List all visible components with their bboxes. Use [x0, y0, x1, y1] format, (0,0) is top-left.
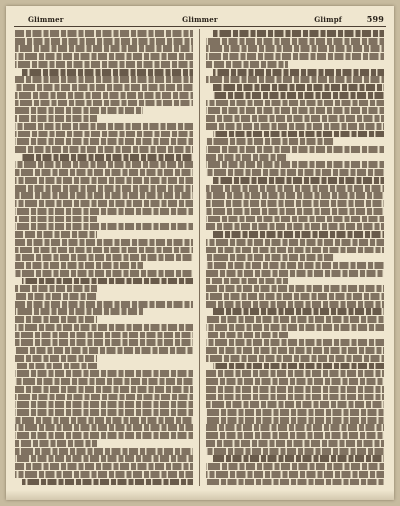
text-line: [213, 84, 384, 91]
running-head-center: Glimmer: [182, 15, 218, 24]
text-line: [15, 61, 193, 68]
text-line: [206, 378, 384, 385]
text-line: [206, 285, 384, 292]
text-line: [206, 254, 334, 261]
text-line: [206, 216, 384, 223]
text-line: [15, 208, 193, 215]
text-line: [206, 270, 384, 277]
text-line: [15, 123, 193, 130]
text-line: [206, 146, 384, 153]
text-line: [15, 100, 193, 107]
text-line: [15, 185, 193, 192]
text-line: [15, 192, 193, 199]
text-line: [206, 370, 384, 377]
text-line: [206, 440, 384, 447]
page-number: 599: [366, 14, 384, 24]
text-line: [15, 53, 193, 60]
text-line: [15, 324, 193, 331]
text-line: [15, 138, 193, 145]
text-line: [206, 115, 384, 122]
text-line: [15, 424, 193, 431]
text-line: [15, 146, 193, 153]
text-line: [22, 479, 193, 486]
text-line: [206, 138, 334, 145]
text-line: [206, 301, 384, 308]
running-head-right: Glimpf: [314, 15, 342, 24]
text-line: [206, 262, 384, 269]
text-line: [15, 471, 193, 478]
text-line: [15, 92, 193, 99]
text-line: [15, 455, 193, 462]
text-line: [15, 161, 193, 168]
dictionary-page: [6, 6, 394, 500]
text-line: [206, 278, 288, 285]
text-line: [15, 169, 193, 176]
text-line: [206, 355, 384, 362]
text-line: [15, 417, 193, 424]
page-header: [14, 13, 386, 25]
text-line: [15, 308, 143, 315]
text-line: [15, 115, 97, 122]
text-line: [15, 107, 143, 114]
text-line: [206, 107, 384, 114]
text-line: [206, 223, 384, 230]
text-line: [15, 355, 97, 362]
text-line: [206, 161, 384, 168]
text-line: [206, 471, 384, 478]
text-line: [15, 316, 97, 323]
text-line: [15, 347, 193, 354]
text-line: [213, 231, 384, 238]
text-column-left: [15, 30, 193, 486]
text-line: [15, 262, 143, 269]
text-line: [206, 247, 384, 254]
text-line: [206, 347, 384, 354]
text-line: [206, 208, 384, 215]
text-line: [15, 440, 97, 447]
text-line: [206, 192, 384, 199]
text-line: [206, 185, 384, 192]
text-line: [206, 339, 384, 346]
text-line: [206, 123, 384, 130]
text-line: [15, 76, 193, 83]
text-line: [15, 131, 193, 138]
text-line: [206, 324, 384, 331]
text-line: [15, 370, 193, 377]
text-line: [206, 417, 384, 424]
text-line: [15, 177, 193, 184]
text-line: [22, 278, 193, 285]
header-rule: [14, 26, 386, 27]
text-line: [206, 100, 384, 107]
text-line: [15, 239, 193, 246]
text-line: [15, 401, 193, 408]
text-line: [206, 154, 288, 161]
text-line: [213, 30, 384, 37]
text-line: [15, 30, 193, 37]
text-line: [15, 386, 193, 393]
text-line: [15, 409, 193, 416]
text-line: [206, 53, 384, 60]
text-line: [22, 154, 193, 161]
text-line: [206, 200, 384, 207]
text-line: [206, 293, 384, 300]
text-line: [15, 394, 193, 401]
running-head-left: Glimmer: [28, 15, 64, 24]
text-line: [206, 239, 384, 246]
text-line: [206, 45, 384, 52]
text-line: [15, 254, 193, 261]
text-line: [15, 223, 193, 230]
text-line: [213, 455, 384, 462]
text-line: [206, 479, 384, 486]
text-line: [15, 293, 97, 300]
text-line: [15, 231, 97, 238]
text-line: [213, 131, 384, 138]
text-line: [206, 424, 384, 431]
text-line: [15, 301, 193, 308]
text-line: [15, 332, 193, 339]
text-line: [206, 76, 384, 83]
text-line: [22, 69, 193, 76]
text-line: [206, 38, 384, 45]
text-line: [15, 216, 97, 223]
text-line: [15, 363, 97, 370]
text-line: [206, 332, 288, 339]
text-line: [213, 177, 384, 184]
text-line: [15, 463, 193, 470]
text-line: [206, 61, 288, 68]
text-line: [15, 448, 193, 455]
text-line: [206, 394, 384, 401]
text-line: [15, 45, 193, 52]
text-line: [206, 409, 384, 416]
text-line: [15, 339, 193, 346]
text-line: [15, 270, 193, 277]
text-line: [15, 285, 97, 292]
text-line: [15, 38, 193, 45]
text-line: [206, 432, 384, 439]
text-line: [15, 84, 193, 91]
text-line: [206, 386, 384, 393]
text-line: [213, 69, 384, 76]
text-line: [206, 463, 384, 470]
text-line: [15, 432, 193, 439]
text-line: [15, 200, 193, 207]
text-line: [206, 169, 384, 176]
text-line: [15, 247, 193, 254]
text-line: [213, 92, 384, 99]
text-column-right: [206, 30, 384, 486]
text-line: [206, 316, 384, 323]
text-line: [15, 378, 193, 385]
text-line: [206, 448, 384, 455]
text-line: [213, 363, 384, 370]
text-line: [213, 308, 384, 315]
page-bottom-shadow: [6, 490, 394, 500]
text-line: [206, 401, 384, 408]
column-divider: [199, 29, 200, 486]
